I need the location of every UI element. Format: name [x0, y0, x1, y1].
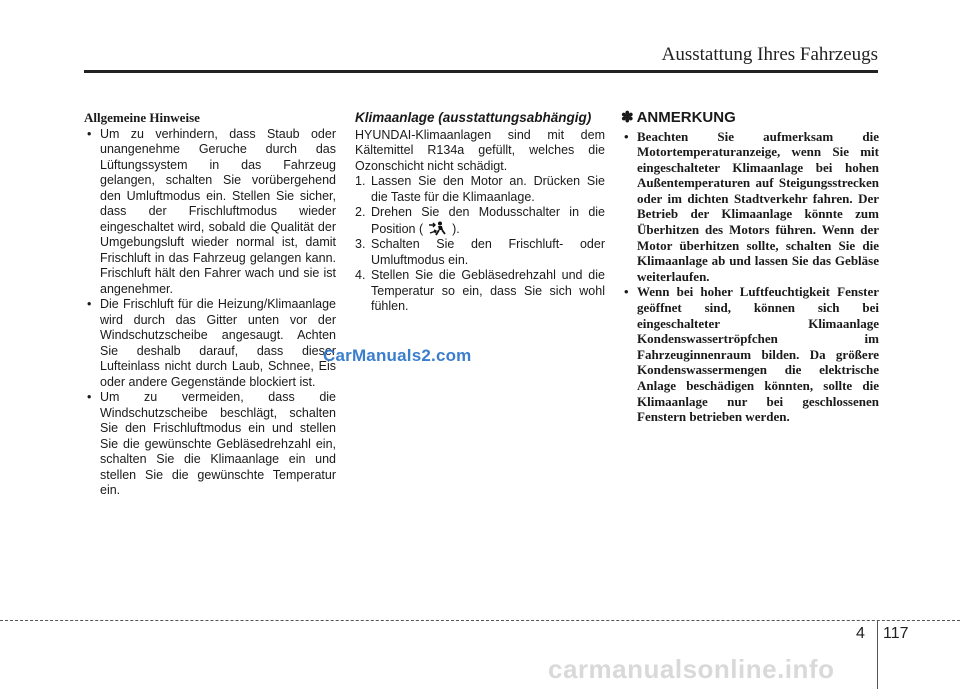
- note-item: • Beachten Sie aufmerksam die Motortemperaturanzeige, wenn Sie mit eingeschalteter Klimaanlage bei hohen Außentemperaturen auf Steigungsstrecken oder im dichten Stadtverkehr fahren. Der Betrieb der Klimaanlage könnte zum Überhitzen des Motors führen. Wenn der Motor überhitzen sollte, schalten Sie die Klimaanlage ab und lassen Sie das Gebläse weiterlaufen.: [621, 129, 879, 285]
- header-title: Ausstattung Ihres Fahrzeugs: [661, 44, 878, 65]
- step-item: [355, 174, 605, 205]
- step-number: 1.: [355, 174, 366, 188]
- step-text: Schalten Sie den Frischluft- oder Umluftmodus ein.: [371, 237, 605, 267]
- step-text: Lassen Sie den Motor an. Drücken Sie die Taste für die Klimaanlage.: [371, 174, 605, 204]
- note-heading: [621, 110, 879, 126]
- step-text-end: ).: [452, 221, 460, 236]
- air-conditioning-column: [355, 110, 605, 315]
- general-notes-heading: Allgemeine Hinweise: [84, 110, 200, 125]
- general-note-item: • Die Frischluft für die Heizung/Klimaanlage wird durch das Gitter unten vor der Windschutzscheibe angesaugt. Achten Sie deshalb darauf, dass dieser Lufteinlass nicht durch Laub, Schnee, Eis oder andere Gegenstände blockiert ist.: [84, 297, 336, 390]
- watermark-carmanualsonline: carmanualsonline.info: [548, 654, 835, 684]
- page-number: 117: [883, 625, 909, 642]
- air-conditioning-title: Klimaanlage (ausstattungsabhängig): [355, 110, 592, 125]
- general-note-item: • Um zu verhindern, dass Staub oder unangenehme Geruche durch das Lüftungssystem in das Fahrzeug gelangen, schalten Sie vorübergehend den Umluftmodus ein. Stellen Sie sicher, dass der Frischluftmodus wieder eingeschaltet wird, sobald die Qualität der Umgebungsluft wieder normal ist, damit Frischluft in das Fahrzeug gelangen kann. Frischluft hält den Fahrer wach und sie ist angenehmer.: [84, 127, 336, 298]
- header-rule: [84, 70, 878, 73]
- step-item: [355, 205, 605, 237]
- note-star-icon: ✽: [621, 109, 634, 126]
- general-notes-column: [84, 110, 336, 499]
- step-text: Drehen Sie den Modusschalter in die Position (: [371, 205, 605, 236]
- floor-defrost-mode-icon: [427, 221, 449, 236]
- note-column: [621, 110, 879, 425]
- note-title-text: ANMERKUNG: [636, 109, 736, 126]
- footer-dashed-rule: [0, 620, 960, 621]
- general-notes-list: [84, 127, 336, 499]
- step-number: 2.: [355, 205, 366, 219]
- note-list: [621, 129, 879, 425]
- general-note-item: • Um zu vermeiden, dass die Windschutzscheibe beschlägt, schalten Sie den Frischluftmodus ein und stellen Sie die gewünschte Gebläsedrehzahl ein, schalten Sie die Klimaanlage ein und stellen Sie die gewünschte Temperatur ein.: [84, 390, 336, 499]
- note-item: • Wenn bei hoher Luftfeuchtigkeit Fenster geöffnet sind, können sich bei eingeschalteter Klimaanlage Kondenswassertröpfchen im Fahrzeuginnenraum bilden. Da größere Kondenswassermengen die elektrische Anlage beschädigen könnten, sollte die Klimaanlage nur bei geschlossenen Fenstern betrieben werden.: [621, 284, 879, 424]
- step-number: 3.: [355, 237, 366, 251]
- footer-divider: [877, 620, 878, 689]
- chapter-number: 4: [856, 625, 865, 642]
- air-conditioning-steps: [355, 174, 605, 315]
- step-text: Stellen Sie die Gebläsedrehzahl und die Temperatur so ein, dass Sie sich wohl fühlen.: [371, 268, 605, 313]
- step-item: [355, 237, 605, 268]
- air-conditioning-intro: HYUNDAI-Klimaanlagen sind mit dem Kältemittel R134a gefüllt, welches die Ozonschicht nicht schädigt.: [355, 127, 605, 173]
- step-item: [355, 268, 605, 315]
- watermark-carmanuals2: CarManuals2.com: [323, 346, 472, 365]
- step-number: 4.: [355, 268, 366, 282]
